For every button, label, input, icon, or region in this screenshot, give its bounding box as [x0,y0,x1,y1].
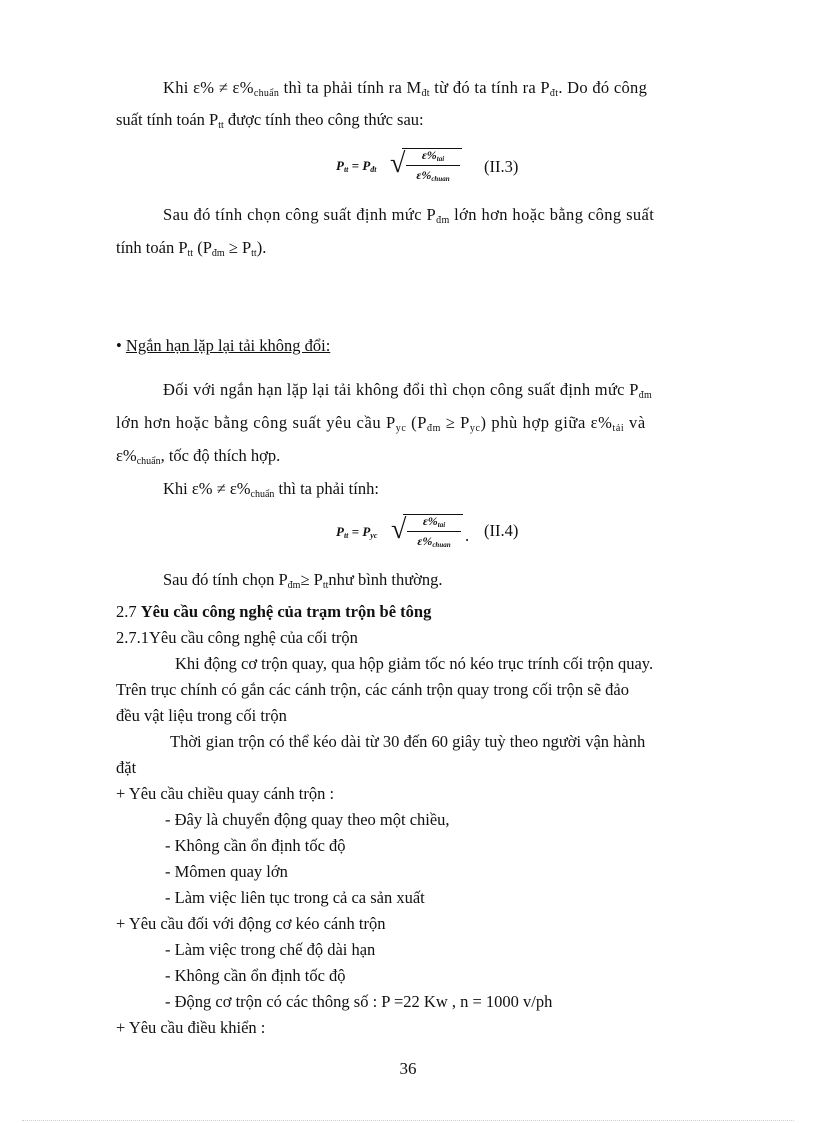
paragraph-line [163,78,647,98]
subscript: tt [343,531,349,540]
text-run: lớn hơn hoặc bằng công suất [449,205,655,224]
subscript: yc [370,531,378,540]
text-run: tính toán P [116,238,188,257]
formula-symbol: P [336,524,344,539]
fraction [406,148,460,183]
text-run: ≥ P [300,570,323,589]
paragraph-line [163,205,654,225]
subscript: đm [287,580,301,591]
bullet-heading-text: Ngắn hạn lặp lại tải không đổi: [125,336,331,355]
subscript: đm [427,423,441,434]
text-run: lớn hơn hoặc bằng công suất yêu cầu P [116,413,396,432]
text-run: như bình thường. [328,570,443,589]
bullet-icon: • [116,336,122,355]
text-run: Sau đó tính chọn công suất định mức P [163,205,437,224]
list-item: - Làm việc trong chế độ dài hạn [165,940,376,959]
text-run: ) phù hợp giữa ε% [480,413,613,432]
body-line: Khi động cơ trộn quay, qua hộp giảm tốc nó kéo trục trính cối trộn quay. [175,654,654,673]
subscript: đt [370,165,377,174]
formula-symbol: P [336,158,344,173]
subscript: chuan [431,175,450,183]
body-line: Thời gian trộn có thể kéo dài từ 30 đến 60 giây tuỳ theo người vận hành [170,732,646,751]
subscript: đm [638,390,653,401]
fraction [407,514,461,549]
formula-symbol: ε% [416,168,432,182]
subscript: yc [395,423,407,434]
formula-symbol: ε% [422,514,438,528]
subscript: tải [612,423,625,434]
subscript: đt [549,88,559,99]
list-item: - Mômen quay lớn [165,862,288,881]
list-heading: + Yêu cầu đối với động cơ kéo cánh trộn [116,914,386,933]
text-run: được tính theo công thức sau: [223,110,424,129]
list-item: - Làm việc liên tục trong cả ca sản xuất [165,888,425,907]
list-item: - Không cần ổn định tốc độ [165,966,346,985]
body-line: đều vật liệu trong cối trộn [116,706,287,725]
list-heading: + Yêu cầu chiều quay cánh trộn : [116,784,335,803]
text-run: Khi ε% ≠ ε% [163,479,251,498]
subscript: tt [322,580,329,591]
subscript: tt [251,248,257,259]
text-run: suất tính toán P [116,110,219,129]
formula-symbol: ε% [417,534,433,548]
fraction-bar [407,531,461,532]
text-run: Đối với ngắn hạn lặp lại tải không đổi thì chọn công suất định mức P [163,380,639,399]
paragraph-line [163,570,443,590]
text-run: (P [193,238,212,257]
subscript: tt [343,165,349,174]
subsection-heading: 2.7.1Yêu cầu công nghệ của cối trộn [116,628,358,647]
list-item: - Không cần ổn định tốc độ [165,836,346,855]
subscript: tai [437,521,446,529]
formula-symbol: = P [348,524,371,539]
bullet-heading [116,336,330,356]
equation-number: (II.4) [484,521,519,540]
paragraph-line [116,413,646,433]
subscript: tt [218,120,224,131]
subscript: chuẩn [250,489,275,500]
page-divider [22,1120,794,1121]
text-run: thì ta phải tính: [274,479,379,498]
subscript: chuẩn [253,88,280,99]
text-run: ). [256,238,267,257]
numerator [407,514,461,529]
formula-symbol: = P [348,158,371,173]
paragraph-line [116,446,280,466]
subscript: đt [421,88,430,99]
subscript: đm [436,215,450,226]
body-line: đặt [116,758,137,777]
radical-sign: √ [391,514,407,545]
list-item: - Đây là chuyển động quay theo một chiều, [165,810,450,829]
text-run: (P [406,413,428,432]
paragraph-line [116,238,266,258]
list-heading: + Yêu cầu điều khiển : [116,1018,266,1037]
fraction-bar [406,165,460,166]
radical-sign: √ [390,148,406,179]
text-run: ≥ P [224,238,252,257]
numerator [406,148,460,163]
text-run: . Do đó công [558,78,648,97]
denominator [407,534,461,549]
page-number: 36 [399,1059,417,1078]
section-title: Yêu cầu công nghệ của trạm trộn bê tông [140,602,432,621]
paragraph-line [163,479,379,499]
subscript: yc [469,423,481,434]
section-number: 2.7 [116,602,141,621]
text-run: ≥ P [441,413,470,432]
body-line: Trên trục chính có gắn các cánh trộn, các cánh trộn quay trong cối trộn sẽ đảo [116,680,629,699]
text-run: Khi ε% ≠ ε% [163,78,254,97]
section-heading [116,602,431,622]
text-run: và [624,413,646,432]
text-run: thì ta phải tính ra M [279,78,422,97]
text-run: từ đó ta tính ra P [429,78,550,97]
formula-dot: . [465,526,470,545]
text-run: ε% [116,446,137,465]
paragraph-line [163,380,652,400]
formula-lhs [336,524,377,540]
formula-ii3 [336,142,466,192]
paragraph-line [116,110,424,130]
subscript: tt [187,248,194,259]
text-run: , tốc độ thích hợp. [160,446,281,465]
list-item: - Động cơ trộn có các thông số : P =22 Kw , n = 1000 v/ph [165,992,553,1011]
denominator [406,168,460,183]
equation-number: (II.3) [484,157,519,176]
formula-ii4 [336,508,476,558]
subscript: chuẩn [136,456,161,467]
subscript: đm [211,248,225,259]
subscript: chuan [432,541,451,549]
subscript: tai [436,155,445,163]
text-run: Sau đó tính chọn P [163,570,288,589]
formula-symbol: ε% [421,148,437,162]
formula-lhs [336,158,377,174]
